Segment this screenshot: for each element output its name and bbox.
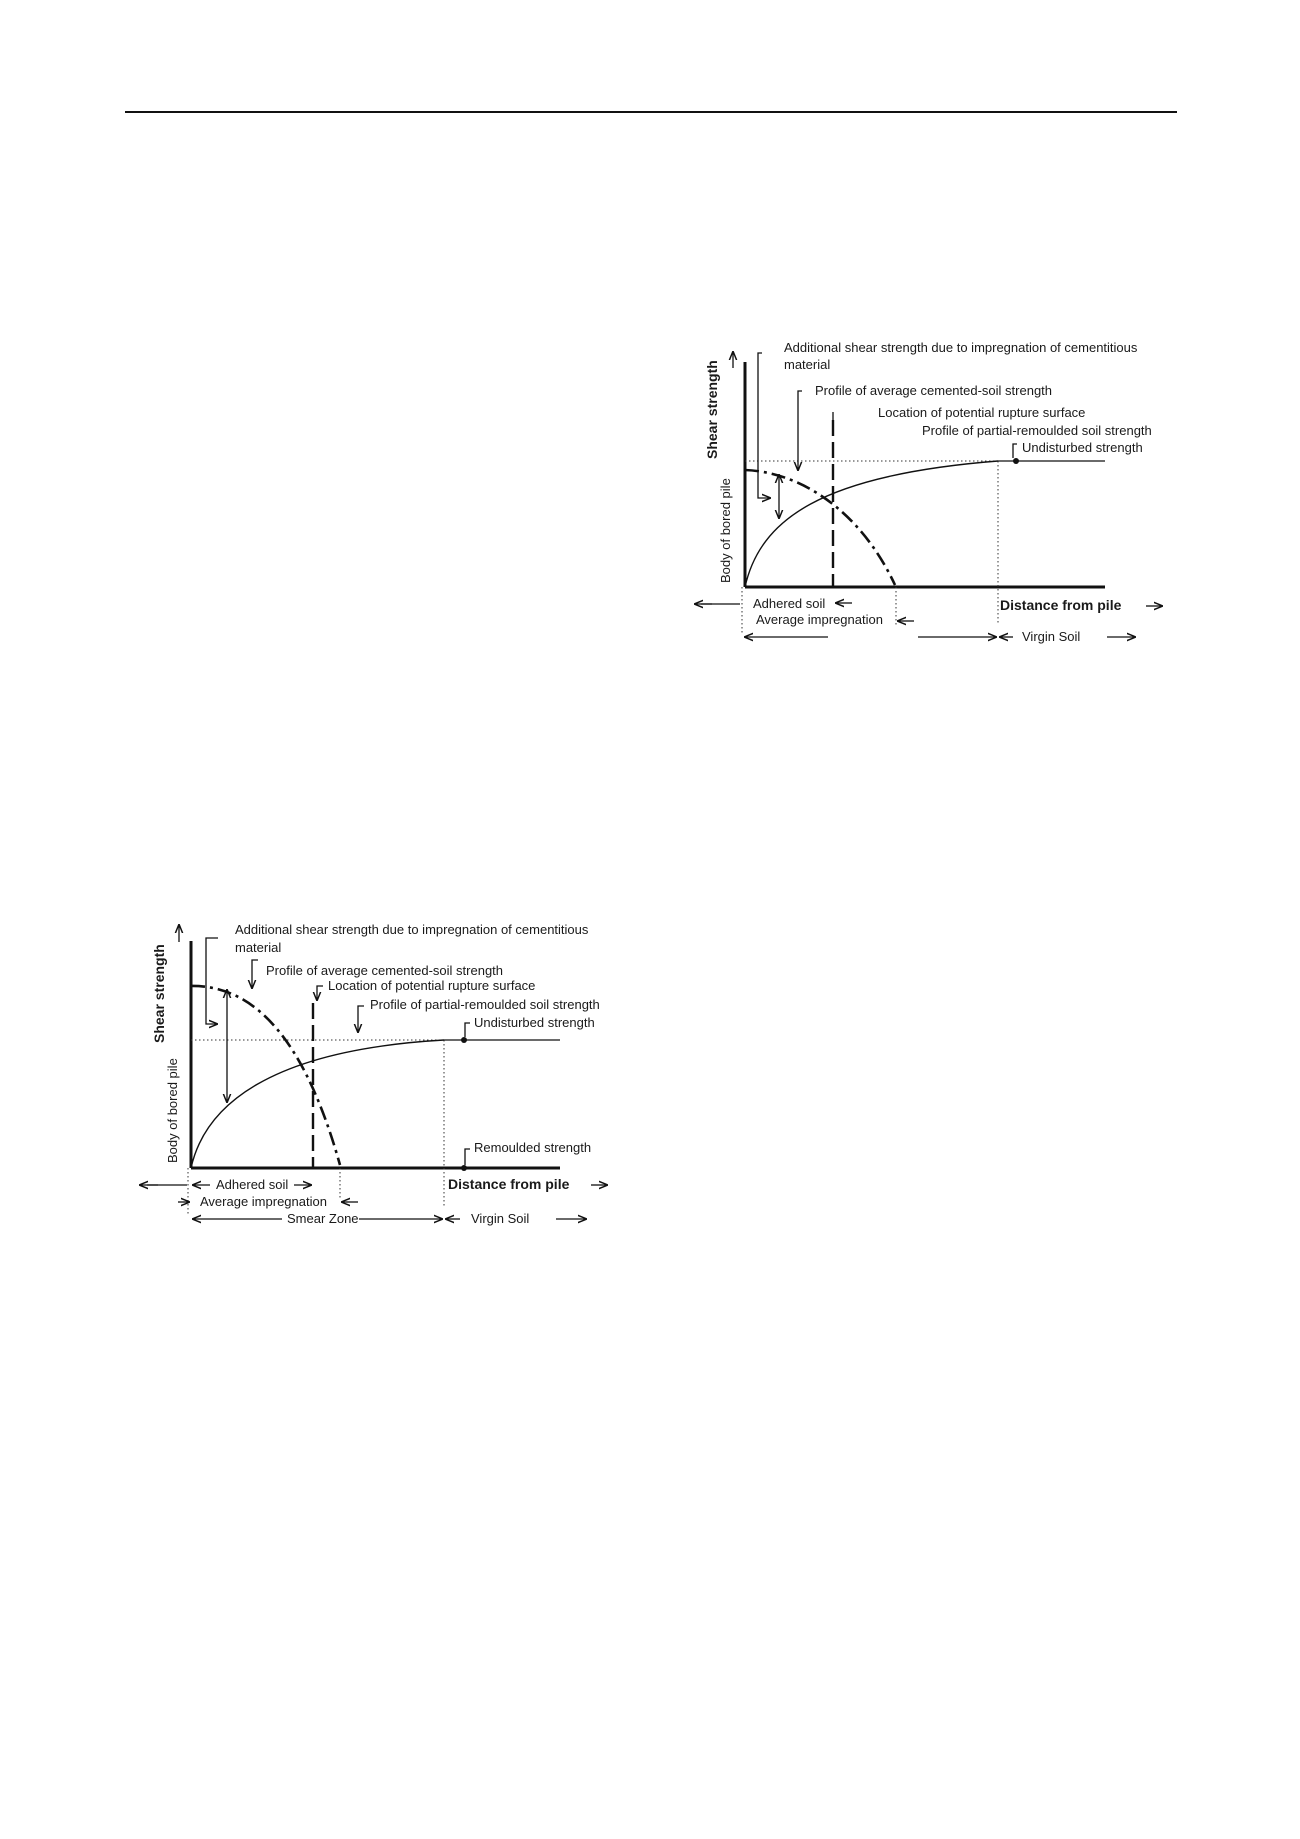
bottom-remoulded-dot — [461, 1165, 467, 1171]
top-rupture-text: Location of potential rupture surface — [878, 405, 1086, 420]
figure-top — [695, 340, 1162, 644]
bottom-cemented-curve — [191, 986, 340, 1165]
top-virgin-text: Virgin Soil — [1022, 629, 1081, 644]
figure-bottom — [140, 922, 607, 1226]
bottom-remoulded-text: Remoulded strength — [474, 1140, 592, 1155]
top-additional-leader — [758, 353, 770, 498]
bottom-cemented-text: Profile of average cemented-soil strength — [266, 963, 504, 978]
bottom-virgin-text: Virgin Soil — [471, 1211, 530, 1226]
top-y-axis-label: Shear strength — [704, 360, 720, 459]
top-cemented-leader — [798, 391, 802, 470]
bottom-remoulded-profile-text: Profile of partial-remoulded soil strength — [370, 997, 600, 1012]
bottom-remoulded-curve — [191, 1040, 444, 1168]
top-additional-text-1: Additional shear strength due to impregnation of cementitious — [784, 340, 1138, 355]
bottom-rupture-leader — [317, 986, 323, 1000]
bottom-adhered-text: Adhered soil — [216, 1177, 289, 1192]
top-undisturbed-leader — [1013, 444, 1017, 458]
bottom-remoulded-leader — [465, 1149, 470, 1165]
bottom-rupture-text: Location of potential rupture surface — [328, 978, 536, 993]
bottom-x-axis-label: Distance from pile — [448, 1176, 570, 1192]
bottom-cemented-leader — [252, 960, 258, 988]
bottom-undisturbed-leader — [465, 1023, 470, 1037]
top-pile-label: Body of bored pile — [718, 478, 733, 583]
bottom-additional-text-1: Additional shear strength due to impregnation of cementitious — [235, 922, 589, 937]
top-adhered-text: Adhered soil — [753, 596, 826, 611]
bottom-remoulded-profile-leader — [358, 1006, 364, 1032]
bottom-undisturbed-dot — [461, 1037, 467, 1043]
bottom-undisturbed-text: Undisturbed strength — [474, 1015, 595, 1030]
top-additional-text-2: material — [784, 357, 831, 372]
bottom-impregnation-text: Average impregnation — [200, 1194, 327, 1209]
top-remoulded-text: Profile of partial-remoulded soil strength — [922, 423, 1152, 438]
top-impregnation-text: Average impregnation — [756, 612, 883, 627]
top-undisturbed-dot — [1013, 458, 1019, 464]
top-cemented-curve — [745, 470, 895, 585]
top-undisturbed-text: Undisturbed strength — [1022, 440, 1143, 455]
bottom-y-axis-label: Shear strength — [151, 944, 167, 1043]
bottom-additional-leader — [206, 938, 218, 1024]
bottom-pile-label: Body of bored pile — [165, 1058, 180, 1163]
top-x-axis-label: Distance from pile — [1000, 597, 1122, 613]
top-remoulded-curve — [745, 461, 998, 587]
bottom-smear-text: Smear Zone — [287, 1211, 359, 1226]
top-cemented-text: Profile of average cemented-soil strength — [815, 383, 1053, 398]
bottom-additional-text-2: material — [235, 940, 282, 955]
